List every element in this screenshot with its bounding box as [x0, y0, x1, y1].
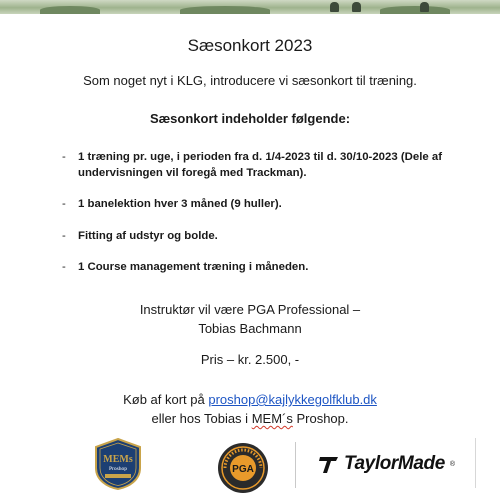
- instructor-line: Instruktør vil være PGA Professional –: [139, 302, 361, 317]
- header-photo-banner: [0, 0, 500, 14]
- banner-golfer-figure: [420, 2, 429, 12]
- trademark-icon: ®: [449, 460, 456, 468]
- purchase-line-2: [0, 409, 500, 428]
- mems-logo-text: MEMs: [103, 454, 133, 465]
- pga-logo-text: PGA: [232, 464, 254, 475]
- list-dash: -: [62, 198, 66, 210]
- list-dash: -: [62, 261, 66, 273]
- banner-tree-shape: [380, 6, 450, 14]
- taylormade-t-icon: [318, 453, 340, 475]
- pga-logo: [217, 442, 269, 494]
- instructor-name: Tobias Bachmann: [198, 321, 302, 336]
- list-dash: -: [62, 151, 66, 163]
- sponsor-logos: [0, 436, 500, 496]
- mems-proshop-logo: [93, 438, 143, 490]
- list-item: [64, 229, 444, 245]
- list-item-text: 1 banelektion hver 3 måned (9 huller).: [78, 198, 282, 210]
- purchase-info: [0, 390, 500, 428]
- banner-golfer-figure: [352, 2, 361, 12]
- list-item: [64, 260, 444, 276]
- list-dash: -: [62, 229, 66, 242]
- purchase-line-2-prefix: eller hos Tobias i: [151, 411, 252, 426]
- purchase-line-2-suffix: Proshop.: [292, 411, 349, 426]
- purchase-line-1: [0, 390, 500, 409]
- page-title: Sæsonkort 2023: [187, 36, 313, 55]
- banner-golfer-figure: [330, 2, 339, 12]
- list-item-text: 1 træning pr. uge, i perioden fra d. 1/4-2023 til d. 30/10-2023 (Dele af undervisningen vil foregå med Trackman).: [78, 151, 442, 179]
- price-text: Pris – kr. 2.500, -: [200, 352, 300, 367]
- contents-heading: Sæsonkort indeholder følgende:: [149, 111, 351, 126]
- logo-divider: [295, 442, 296, 488]
- proshop-email-link[interactable]: proshop@kajlykkegolfklub.dk: [208, 392, 377, 407]
- mems-logo-subtext: Proshop: [108, 466, 128, 472]
- taylormade-wordmark: TaylorMade: [344, 453, 445, 474]
- banner-tree-shape: [40, 6, 100, 14]
- banner-tree-shape: [180, 6, 270, 14]
- logo-divider: [475, 438, 476, 488]
- list-item: [64, 150, 444, 181]
- taylormade-logo: [318, 446, 468, 482]
- purchase-prefix: Køb af kort på: [123, 392, 209, 407]
- benefits-list: [64, 150, 444, 292]
- list-item-text: 1 Course management træning i måneden.: [78, 261, 309, 273]
- intro-text: Som noget nyt i KLG, introducere vi sæsonkort til træning.: [83, 73, 417, 88]
- list-item: [64, 197, 444, 213]
- list-item-text: Fitting af udstyr og bolde.: [78, 229, 218, 242]
- instructor-block: [0, 300, 500, 338]
- store-name: MEM´s: [251, 411, 293, 426]
